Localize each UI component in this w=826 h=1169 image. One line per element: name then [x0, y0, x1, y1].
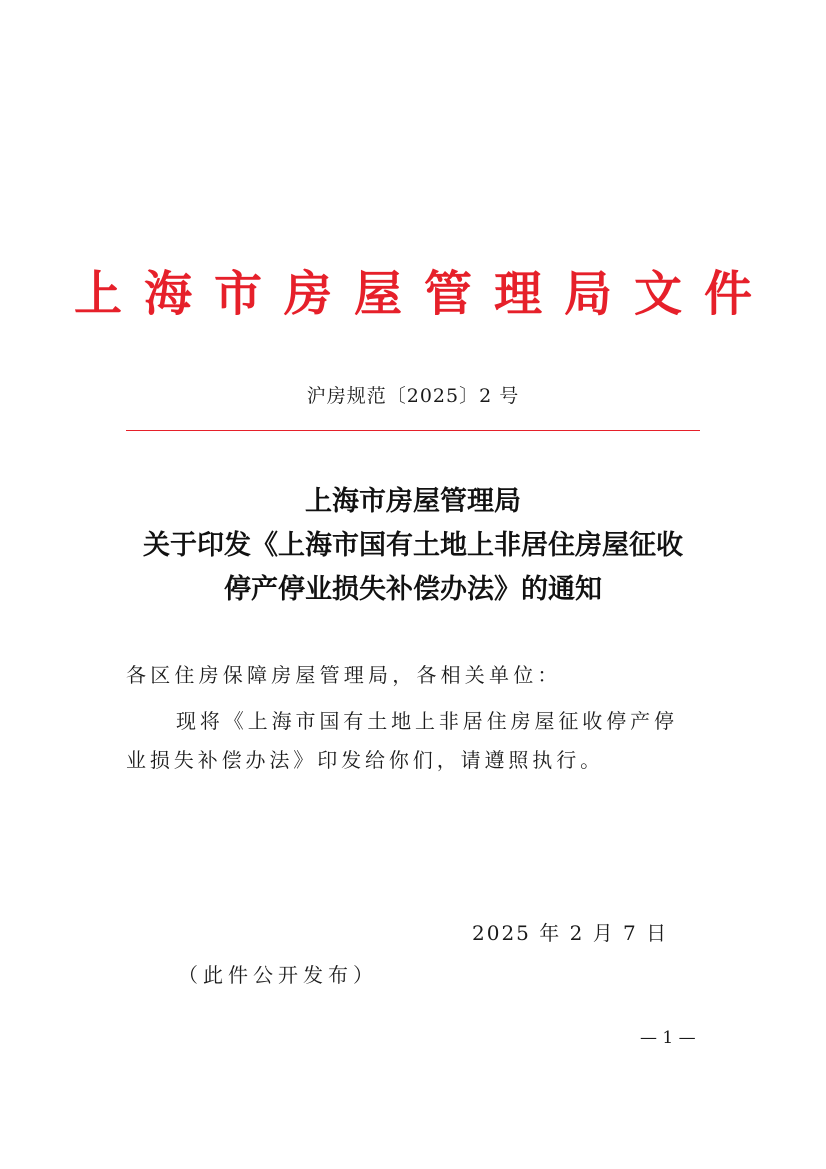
notice-title-line-1: 上海市房屋管理局	[305, 486, 521, 517]
red-divider-line	[126, 430, 700, 431]
body-paragraph-line-1: 现将《上海市国有土地上非居住房屋征收停产停	[176, 709, 678, 733]
page-number: — 1 —	[640, 1028, 696, 1048]
notice-title	[0, 480, 826, 612]
salutation: 各区住房保障房屋管理局，各相关单位：	[126, 663, 562, 687]
publish-note: （此件公开发布）	[178, 963, 378, 987]
document-header-title: 上海市房屋管理局文件	[73, 266, 774, 322]
notice-title-line-2: 关于印发《上海市国有土地上非居住房屋征收	[143, 530, 683, 561]
body-paragraph-line-2: 业损失补偿办法》印发给你们，请遵照执行。	[126, 748, 604, 772]
issue-date: 2025 年 2 月 7 日	[472, 921, 669, 945]
notice-title-line-3: 停产停业损失补偿办法》的通知	[224, 574, 602, 605]
document-number: 沪房规范〔2025〕2 号	[306, 385, 520, 407]
